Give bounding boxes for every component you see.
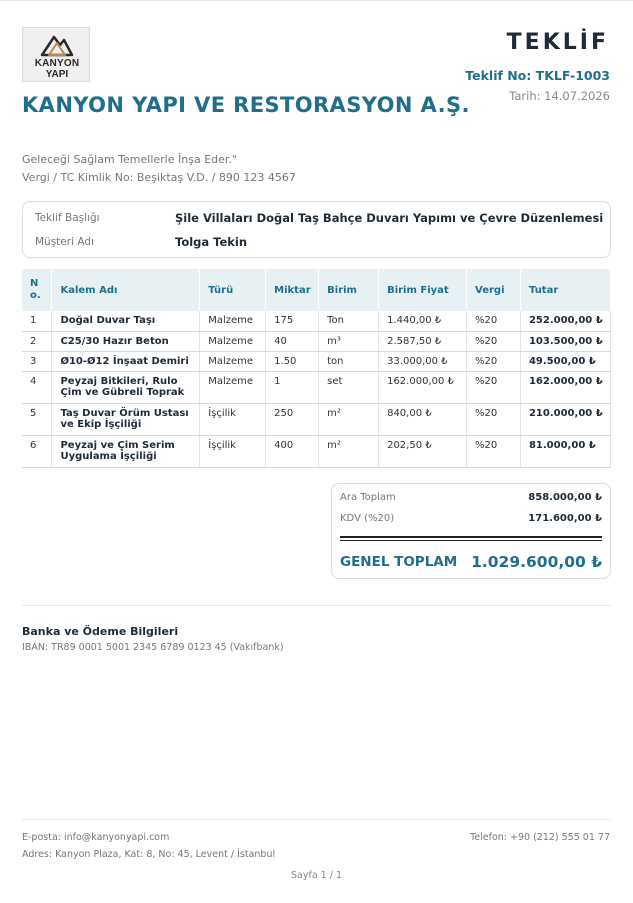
table-row: [22, 311, 611, 331]
bank-info-title: Banka ve Ödeme Bilgileri: [22, 625, 179, 638]
cell-total: 81.000,00 ₺: [520, 435, 610, 467]
logo-text-line2: YAPI: [45, 69, 69, 80]
cell-name: Peyzaj ve Çim Serim Uygulama İşçiliği: [52, 435, 200, 467]
table-row: [22, 435, 611, 467]
cell-tax: %20: [467, 435, 521, 467]
subtotal-row: [340, 490, 602, 504]
cell-tax: %20: [467, 351, 521, 371]
table-row: [22, 371, 611, 403]
cell-qty: 400: [266, 435, 319, 467]
cell-type: İşçilik: [200, 435, 266, 467]
offer-subject-value: Şile Villaları Doğal Taş Bahçe Duvarı Yapımı ve Çevre Düzenlemesi: [175, 211, 604, 225]
cell-price: 840,00 ₺: [379, 403, 467, 435]
bank-iban: IBAN: TR89 0001 5001 2345 6789 0123 45 (Vakıfbank): [22, 642, 284, 653]
footer-divider: [22, 819, 611, 820]
cell-total: 162.000,00 ₺: [520, 371, 610, 403]
tax-row: [340, 511, 602, 525]
cell-no: 3: [22, 351, 52, 371]
footer-phone: Telefon: +90 (212) 555 01 77: [470, 832, 610, 843]
cell-price: 33.000,00 ₺: [379, 351, 467, 371]
table-row: [22, 403, 611, 435]
section-divider: [22, 605, 611, 606]
grand-total-label: GENEL TOPLAM: [340, 554, 458, 570]
cell-total: 252.000,00 ₺: [520, 311, 610, 331]
cell-name: Doğal Duvar Taşı: [52, 311, 200, 331]
tax-value: 171.600,00 ₺: [528, 512, 602, 524]
cell-no: 5: [22, 403, 52, 435]
cell-name: Peyzaj Bitkileri, Rulo Çim ve Gübreli Toprak: [52, 371, 200, 403]
cell-total: 49.500,00 ₺: [520, 351, 610, 371]
company-logo: [22, 27, 90, 82]
offer-info-box: [22, 201, 611, 258]
cell-price: 1.440,00 ₺: [379, 311, 467, 331]
tax-label: KDV (%20): [340, 512, 395, 524]
cell-total: 210.000,00 ₺: [520, 403, 610, 435]
grand-total-row: [340, 552, 602, 572]
cell-qty: 1.50: [266, 351, 319, 371]
cell-tax: %20: [467, 371, 521, 403]
col-header-tax: Vergi: [467, 269, 521, 311]
cell-type: İşçilik: [200, 403, 266, 435]
offer-subject-row: [35, 208, 603, 228]
document-title: TEKLİF: [506, 30, 609, 55]
cell-total: 103.500,00 ₺: [520, 331, 610, 351]
cell-name: Taş Duvar Örüm Ustası ve Ekip İşçiliği: [52, 403, 200, 435]
totals-box: [331, 483, 611, 579]
col-header-total: Tutar: [520, 269, 610, 311]
cell-no: 1: [22, 311, 52, 331]
cell-tax: %20: [467, 331, 521, 351]
col-header-qty: Miktar: [266, 269, 319, 311]
cell-unit: m³: [319, 331, 379, 351]
col-header-type: Türü: [200, 269, 266, 311]
cell-qty: 40: [266, 331, 319, 351]
subtotal-value: 858.000,00 ₺: [528, 491, 602, 503]
cell-no: 2: [22, 331, 52, 351]
cell-qty: 250: [266, 403, 319, 435]
offer-date: Tarih: 14.07.2026: [509, 89, 610, 103]
cell-unit: m²: [319, 435, 379, 467]
offer-subject-label: Teklif Başlığı: [35, 212, 100, 224]
page-number: Sayfa 1 / 1: [291, 870, 342, 881]
logo-text-line1: KANYON: [34, 58, 80, 69]
table-header-row: [22, 269, 611, 311]
table-row: [22, 351, 611, 371]
cell-no: 4: [22, 371, 52, 403]
customer-value: Tolga Tekin: [175, 235, 248, 249]
totals-divider: [340, 536, 602, 538]
company-name: KANYON YAPI VE RESTORASYON A.Ş.: [22, 93, 470, 117]
footer-email: E-posta: info@kanyonyapi.com: [22, 832, 170, 843]
cell-unit: m²: [319, 403, 379, 435]
cell-type: Malzeme: [200, 371, 266, 403]
footer-address: Adres: Kanyon Plaza, Kat: 8, No: 45, Levent / İstanbul: [22, 849, 276, 860]
cell-price: 162.000,00 ₺: [379, 371, 467, 403]
company-tax-id: Vergi / TC Kimlik No: Beşiktaş V.D. / 890 123 4567: [22, 171, 296, 184]
cell-price: 202,50 ₺: [379, 435, 467, 467]
table-row: [22, 331, 611, 351]
company-slogan: Geleceği Sağlam Temellerle İnşa Eder.": [22, 153, 237, 166]
subtotal-label: Ara Toplam: [340, 491, 396, 503]
cell-qty: 1: [266, 371, 319, 403]
cell-unit: set: [319, 371, 379, 403]
cell-name: Ø10-Ø12 İnşaat Demiri: [52, 351, 200, 371]
cell-qty: 175: [266, 311, 319, 331]
col-header-name: Kalem Adı: [52, 269, 200, 311]
cell-type: Malzeme: [200, 331, 266, 351]
totals-divider-thin: [340, 540, 602, 541]
mountain-logo-icon: [40, 33, 74, 57]
cell-tax: %20: [467, 311, 521, 331]
cell-type: Malzeme: [200, 351, 266, 371]
customer-row: [35, 232, 247, 252]
items-table: [22, 269, 611, 468]
cell-unit: ton: [319, 351, 379, 371]
col-header-unit: Birim: [319, 269, 379, 311]
grand-total-value: 1.029.600,00 ₺: [471, 553, 602, 571]
cell-unit: Ton: [319, 311, 379, 331]
customer-label: Müşteri Adı: [35, 236, 94, 248]
cell-tax: %20: [467, 403, 521, 435]
col-header-price: Birim Fiyat: [379, 269, 467, 311]
cell-type: Malzeme: [200, 311, 266, 331]
cell-name: C25/30 Hazır Beton: [52, 331, 200, 351]
cell-no: 6: [22, 435, 52, 467]
offer-number: Teklif No: TKLF-1003: [465, 68, 610, 83]
col-header-no: N o.: [22, 269, 52, 311]
cell-price: 2.587,50 ₺: [379, 331, 467, 351]
